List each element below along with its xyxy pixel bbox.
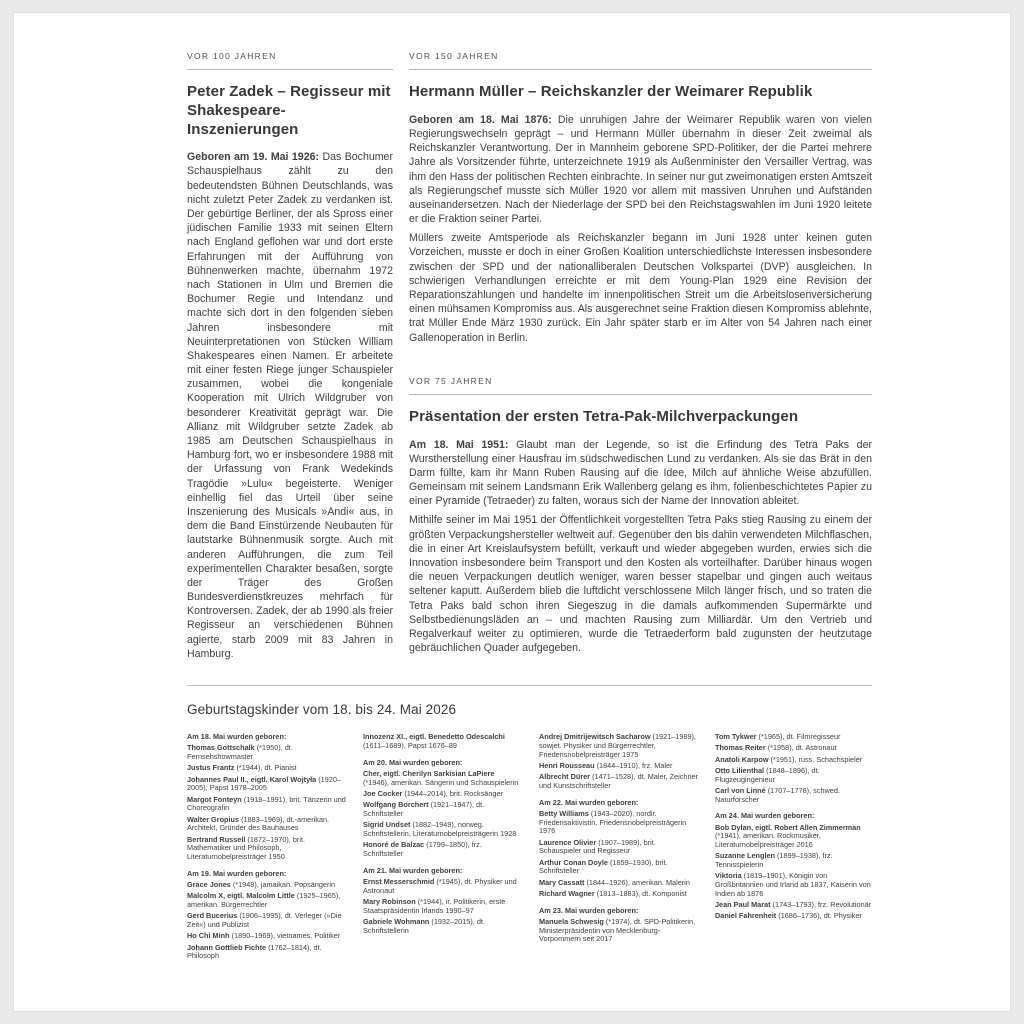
person-name: Grace Jones <box>187 880 233 889</box>
person-detail: (*1944), ir. Politikerin, erste Staatspräsidentin Irlands 1990–97 <box>363 896 506 915</box>
person-name: Walter Gropius <box>187 814 242 824</box>
birthday-entry <box>539 733 698 759</box>
birthday-group-header: Am 21. Mai wurden geboren: <box>363 865 463 875</box>
kicker-row-100-jahre <box>187 46 393 70</box>
person-detail: (1921–1947), dt. Schriftsteller <box>363 800 485 818</box>
person-detail: (1813–1883), dt. Komponist <box>596 888 687 898</box>
birthday-entry <box>363 770 522 788</box>
person-detail: (*1941), amerikan. Rockmusiker, Literaturnobelpreisträger 2016 <box>715 831 821 849</box>
person-name: Thomas Reiter <box>715 743 768 753</box>
person-name: Anatoli Karpow <box>715 754 771 764</box>
person-name: Margot Fonteyn <box>187 794 244 804</box>
person-detail: (1872–1970), brit. Mathematiker und Philosoph, Literaturnobelpreisträger 1950 <box>187 834 306 861</box>
article-body-tetrapak-p2 <box>409 513 872 655</box>
article-paragraph: Müllers zweite Amtsperiode als Reichskanzler begann im Juni 1928 unter keinen guten Vorzeichen, musste er doch in einer Großen Koalition unterschiedlichste Interessen insbesondere zwischen der SPD und der nationalliberalen Deutschen Volkspartei (DVP) ausgleichen. In schwierigen Verhandlungen erreichte er mit dem Young-Plan 1929 eine Revision der Reparationszahlungen und handelte im innenpolitischen Streit um die Arbeitslosenversicherung einen mühsamen Kompromiss aus. Als ausgerechnet seine Fraktion diesen Kompromiss ablehnte, trat Müller Ende März 1930 zurück. Ein Jahr später starb er im Alter von 54 Jahren nach einer Gallenoperation in Berlin. <box>409 232 872 344</box>
person-name: Ernst Messerschmid <box>363 876 437 886</box>
birthday-entry <box>715 872 874 898</box>
person-detail: (1859–1930), brit. Schriftsteller <box>539 857 668 876</box>
person-name: Wolfgang Borchert <box>363 800 431 809</box>
kicker-150-jahre: VOR 150 JAHREN <box>409 51 499 61</box>
birthdays-grid <box>187 733 872 964</box>
person-name: Justus Frantz <box>187 763 237 773</box>
kicker-75-jahre: VOR 75 JAHREN <box>409 375 493 386</box>
person-detail: (*1948), jamaikan. Popsängerin <box>232 880 336 889</box>
birthday-entry <box>187 932 346 941</box>
person-detail: (1925–1965), amerikan. Bürgerrechtler <box>187 891 341 909</box>
person-detail: (1611–1689), Papst 1676–89 <box>363 740 457 750</box>
person-name: Laurence Olivier <box>539 837 599 847</box>
person-detail: (1919–1991), brit. Tänzerin und Choreografin <box>187 794 346 813</box>
birthday-entry <box>187 764 346 773</box>
person-name: Daniel Fahrenheit <box>715 911 779 921</box>
person-name: Jean Paul Marat <box>715 900 773 909</box>
birthday-entry <box>363 801 522 819</box>
person-detail: (1844–1926), amerikan. Malerin <box>586 877 690 887</box>
birthday-entry <box>539 810 698 836</box>
birthday-entry <box>187 944 346 962</box>
person-detail: (1943–2020), nordir. Friedensaktivistin, Friedensnobelpreisträgerin 1976 <box>539 808 687 836</box>
person-detail: (1921–1989), sowjet. Physiker und Bürgerrechtler, Friedensnobelpreisträger 1975 <box>539 732 696 759</box>
birthday-entry <box>715 852 874 870</box>
birthday-group-header: Am 18. Mai wurden geboren: <box>187 732 287 741</box>
birthdays-heading: Geburtstagskinder vom 18. bis 24. Mai 2026 <box>187 702 457 717</box>
kicker-row-150-jahre <box>409 46 872 70</box>
person-detail: (*1950), dt. Fernsehshowmaster <box>187 743 293 761</box>
person-name: Johann Gottlieb Fichte <box>187 942 269 952</box>
birthday-entry <box>187 796 346 814</box>
person-name: Viktoria <box>715 871 744 881</box>
birthday-entry <box>715 824 874 850</box>
person-name: Tom Tykwer <box>715 732 759 741</box>
person-name: Richard Wagner <box>539 888 597 898</box>
person-name: Henri Rousseau <box>539 760 597 770</box>
birthday-entry <box>363 878 522 896</box>
birthday-column-1 <box>187 733 346 964</box>
person-name: Mary Cassatt <box>539 877 587 887</box>
birthday-entry <box>715 787 874 805</box>
person-name: Ho Chi Minh <box>187 931 232 941</box>
person-name: Arthur Conan Doyle <box>539 857 610 867</box>
article-paragraph: Glaubt man der Legende, so ist die Erfindung des Tetra Paks der Wurstherstellung einer Hausfrau im südschwedischen Lund zu verdanken. Als sie das Brät in den Darm füllte, kam ihr Mann Ruben Rausing auf die Idee, Milch auf ähnliche Weise abzufüllen. Gemeinsam mit seinem Landsmann Erik Wallenberg gelang es ihm, folienbeschichtetes Papier zu einer Pyramide (Tetraeder) zu falten, woraus sich der Name der Innovation ableitet. <box>409 438 872 508</box>
birthday-entry <box>187 912 346 930</box>
article-body-mueller-p2 <box>409 231 872 345</box>
article-lead-tetrapak: Am 18. Mai 1951: <box>409 438 509 451</box>
article-tetra-pak <box>409 371 872 656</box>
birthday-entry <box>715 901 874 910</box>
person-name: Sigrid Undset <box>363 820 413 829</box>
person-name: Albrecht Dürer <box>539 772 593 781</box>
birthday-entry <box>715 744 874 753</box>
person-name: Bob Dylan, eigtl. Robert Allen Zimmerman <box>715 822 861 832</box>
kicker-row-75-jahre <box>409 371 872 395</box>
person-detail: (1743–1793), frz. Revolutionär <box>772 900 872 909</box>
person-name: Gerd Bucerius <box>187 911 240 921</box>
article-peter-zadek <box>187 46 393 661</box>
person-name: Bertrand Russell <box>187 834 248 844</box>
article-body-zadek <box>187 150 393 661</box>
birthday-entry <box>715 912 874 921</box>
birthday-entry <box>363 918 522 936</box>
person-detail: (1844–1910), frz. Maler <box>596 760 673 770</box>
birthday-entry <box>187 744 346 762</box>
article-body-mueller-p1 <box>409 113 872 227</box>
person-name: Manuela Schwesig <box>539 916 606 926</box>
article-hermann-mueller <box>409 46 872 345</box>
birthday-entry <box>187 881 346 890</box>
birthday-entry <box>187 836 346 862</box>
article-lead-mueller: Geboren am 18. Mai 1876: <box>409 113 552 126</box>
birthday-entry <box>187 776 346 794</box>
person-detail: (1707–1778), schwed. Naturforscher <box>715 785 840 804</box>
person-name: Johannes Paul II., eigtl. Karol Wojtyła <box>187 774 319 784</box>
birthday-entry <box>187 816 346 834</box>
person-detail: (1899–1938), frz. Tennisspielerin <box>715 851 833 869</box>
person-detail: (*1965), dt. Filmregisseur <box>758 732 841 741</box>
kicker-100-jahre: VOR 100 JAHREN <box>187 51 277 61</box>
article-title-zadek: Peter Zadek – Regisseur mit Shakespeare-Inszenierungen <box>187 83 391 138</box>
article-paragraph: Mithilfe seiner im Mai 1951 der Öffentlichkeit vorgestellten Tetra Paks stieg Rausing zu einem der größten Verpackungshersteller weltweit auf. Gegenüber den bis dahin verwendeten Milchflaschen, die in einer Art Kreislaufsystem befüllt, verkauft und wieder abgegeben wurden, erwies sich die Innovation insbesondere beim Transport und den Kosten als vorteilhafter. Darüber hinaus wogen die neuen Verpackungen deutlich weniger, waren besser stapelbar und gingen auch weitaus seltener kaputt. Außerdem blieb die luftdicht verschlossene Milch länger frisch, und so traten die Tetra Paks bald schon ihren Siegeszug in die damals aufkommenden Supermärkte und Selbstbedienungsläden an – und machten Rausing zum Milliardär. Um den Vertrieb und Regalverkauf weiter zu optimieren, wurde die Tetraederform bald zugunsten der heutzutage gebräuchlichen Quader aufgegeben. <box>409 514 872 655</box>
person-detail: (1906–1995), dt. Verleger (»Die Zeit«) und Publizist <box>187 911 342 929</box>
person-detail: (*1946), amerikan. Sängerin und Schauspielerin <box>363 777 519 787</box>
left-article-column <box>187 46 393 661</box>
person-detail: (*1951), russ. Schachspieler <box>770 754 863 764</box>
right-article-column <box>409 46 872 661</box>
birthday-entry <box>539 890 698 899</box>
person-detail: (*1958), dt. Astronaut <box>767 743 837 753</box>
birthday-entry <box>539 859 698 877</box>
calendar-page <box>13 12 1011 1012</box>
article-paragraph: Das Bochumer Schauspielhaus zählt zu den bedeutendsten Bühnen Deutschlands, was nicht zuletzt Peter Zadek zu verdanken ist. Der gebürtige Berliner, der als Spross einer jüdischen Familie 1933 mit seinen Eltern nach England geflohen war und dort erste Erfahrungen mit der Aufführung von Bühnenwerken machte, übernahm 1972 nach Stationen in Ulm und Bremen die Bochumer Regie und Intendanz und machte sich dort in den folgenden sieben Jahren insbesondere mit Neuinterpretationen von Stücken William Shakespeares einen Namen. Er arbeitete mit einer festen Riege junger Schauspieler zusammen, wobei die kongeniale Kooperation mit Ulrich Wildgruber von besonderer Kreativität geprägt war. Die Allianz mit Wildgruber setzte Zadek ab 1985 am Deutschen Schauspielhaus in Hamburg fort, wo er insbesondere 1988 mit der Urfassung von Frank Wedekinds Tragödie »Lulu« begeisterte. Weniger einhellig fiel das Urteil über seine Inszenierung des Musicals »Andi« aus, in dem die Band Einstürzende Neubauten für lautstarke Bühnenmusik sorgte. Auch mit anderen Aufführungen, die zum Teil experimentellen Charakter besaßen, sorgte der Träger des Großen Bundesverdienstkreuzes mehrfach für Kontroversen. Zadek, der ab 1990 als freier Regisseur an verschiedenen Bühnen agierte, starb 2009 mit 83 Jahren in Hamburg. <box>187 151 393 660</box>
section-divider <box>187 685 872 686</box>
birthday-group-header: Am 19. Mai wurden geboren: <box>187 868 287 878</box>
birthday-entry <box>539 879 698 888</box>
birthday-entry <box>539 773 698 791</box>
person-detail: (1471–1528), dt. Maler, Zeichner und Kunstschriftsteller <box>539 772 698 790</box>
person-name: Joe Cocker <box>363 788 405 798</box>
article-title-tetrapak: Präsentation der ersten Tetra-Pak-Milchverpackungen <box>409 407 799 425</box>
person-name: Thomas Gottschalk <box>187 743 257 753</box>
person-detail: (1848–1896), dt. Flugzeugingenieur <box>715 765 820 784</box>
person-name: Cher, eigtl. Cherilyn Sarkisian LaPiere <box>363 768 495 778</box>
person-detail: (1890–1969), vietnames. Politiker <box>231 931 341 941</box>
birthday-column-4 <box>715 733 874 964</box>
birthday-entry <box>363 733 522 751</box>
birthday-entry <box>715 756 874 765</box>
birthday-group-header: Am 23. Mai wurden geboren: <box>539 905 639 915</box>
person-detail: (1762–1814), dt. Philosoph <box>187 942 322 961</box>
birthday-entry <box>715 733 874 742</box>
birthday-entry <box>715 767 874 785</box>
birthday-group-header: Am 20. Mai wurden geboren: <box>363 757 463 767</box>
person-detail: (*1945), dt. Physiker und Astronaut <box>363 876 517 895</box>
birthday-group-header: Am 22. Mai wurden geboren: <box>539 797 639 807</box>
person-detail: (1920–2005), Papst 1978–2005 <box>187 774 341 793</box>
birthday-entry <box>363 898 522 916</box>
birthday-group-header: Am 24. Mai wurden geboren: <box>715 811 815 821</box>
birthday-entry <box>539 762 698 771</box>
birthday-entry <box>539 839 698 857</box>
person-detail: (1799–1850), frz. Schriftsteller <box>363 840 482 858</box>
article-paragraph: Die unruhigen Jahre der Weimarer Republik waren von vielen Regierungswechseln geprägt – und Hermann Müller übernahm in dieser Zeit zweimal als Reichskanzler Verantwortung. Der in Mannheim geborene SPD-Politiker, der die Partei mehrere Jahre als Vorsitzender führte, unterzeichnete 1919 als Außenminister den Versailler Vertrag, was ihm den Hass der politischen Rechten einbrachte. In seiner nur gut zweimonatigen ersten Amtszeit als Regierungschef musste sich Müller 1920 vor allem mit massiven Unruhen und Aufständen auseinandersetzen. Nach der Niederlage der SPD bei den Reichstagswahlen im Juni 1920 leitete er die Fraktion seiner Partei. <box>409 113 872 226</box>
person-detail: (1686–1736), dt. Physiker <box>778 911 862 921</box>
person-name: Innozenz XI., eigtl. Benedetto Odescalchi <box>363 732 505 741</box>
person-detail: (1882–1949), norweg. Schriftstellerin, Literaturnobelpreisträgerin 1928 <box>363 820 517 838</box>
article-lead-zadek: Geboren am 19. Mai 1926: <box>187 151 320 164</box>
articles-area <box>187 46 872 661</box>
person-detail: (*1944), dt. Pianist <box>236 763 297 773</box>
article-body-tetrapak-p1 <box>409 438 872 509</box>
birthday-entry <box>539 918 698 944</box>
person-name: Malcolm X, eigtl. Malcolm Little <box>187 891 297 901</box>
person-name: Carl von Linné <box>715 785 768 795</box>
birthday-entry <box>187 892 346 910</box>
birthday-entry <box>363 841 522 859</box>
person-name: Betty Williams <box>539 808 591 818</box>
person-name: Gabriele Wohmann <box>363 916 432 926</box>
person-name: Mary Robinson <box>363 896 418 906</box>
person-detail: (*1974), dt. SPD-Politikerin, Ministerpräsidentin von Mecklenburg-Vorpommern seit 2017 <box>539 916 696 944</box>
person-name: Otto Lilienthal <box>715 765 767 775</box>
birthday-column-2 <box>363 733 522 964</box>
person-detail: (1932–2015), dt. Schriftstellerin <box>363 916 485 935</box>
person-detail: (1819–1901), Königin von Großbritannien und Irland ab 1837, Kaiserin von Indien ab 1876 <box>715 871 871 898</box>
person-name: Suzanne Lenglen <box>715 851 778 861</box>
birthday-entry <box>363 821 522 839</box>
article-title-mueller: Hermann Müller – Reichskanzler der Weimarer Republik <box>409 83 813 100</box>
person-detail: (1907–1989), brit. Schauspieler und Regisseur <box>539 837 656 856</box>
person-detail: (1883–1969), dt.-amerikan. Architekt, Gründer des Bauhauses <box>187 814 330 833</box>
birthday-column-3 <box>539 733 698 964</box>
person-name: Andrej Dmitrijewitsch Sacharow <box>539 732 653 741</box>
birthday-entry <box>363 790 522 799</box>
person-detail: (1944–2014), brit. Rocksänger <box>404 788 503 798</box>
person-name: Honoré de Balzac <box>363 840 427 849</box>
